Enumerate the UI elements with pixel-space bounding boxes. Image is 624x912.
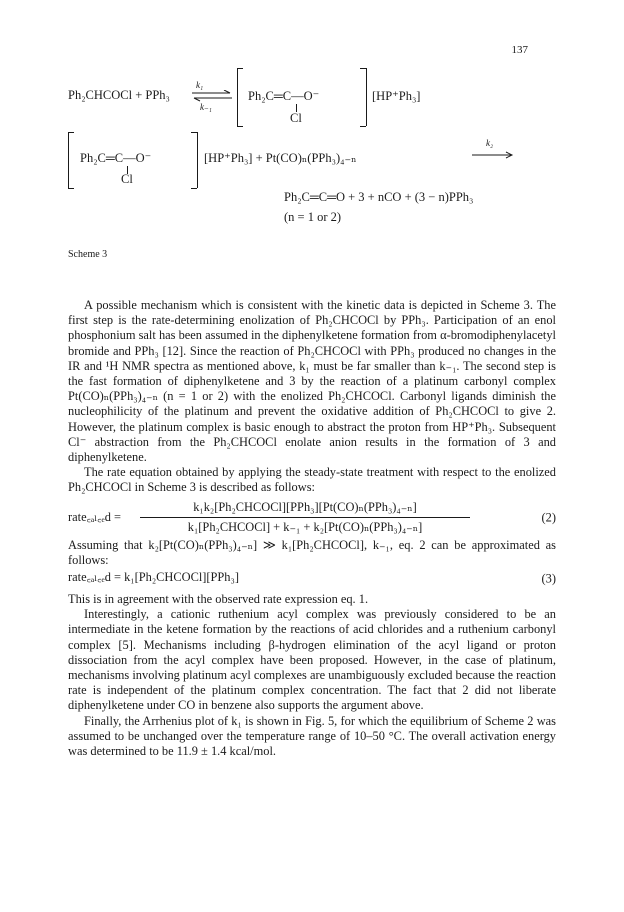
phosphonium-cation: [HP⁺Ph₃] (372, 89, 421, 103)
equation-2 (68, 500, 556, 536)
equation-2-lhs: rate꜀ₐₗ꜀ₑd = (68, 509, 121, 524)
equation-3-number: (3) (541, 571, 556, 586)
paragraph-rate-equation-intro: The rate equation obtained by applying the steady-state treatment with respect to the enolized Ph₂CHCOCl in Scheme 3 is described as follows: (68, 465, 556, 495)
equation-2-number: (2) (541, 510, 556, 525)
scheme-n-note: (n = 1 or 2) (284, 210, 342, 224)
phosphonium-plus-platinum: [HP⁺Ph₃] + Pt(CO)ₙ(PPh₃)₄₋ₙ (204, 151, 357, 165)
bracket-tick (191, 132, 197, 133)
rate-constant-k2: k₂ (486, 138, 494, 148)
forward-arrow-icon (470, 150, 516, 160)
equation-2-numerator: k₁k₂[Ph₂CHCOCl][PPh₃][Pt(CO)ₙ(PPh₃)₄₋ₙ] (140, 500, 470, 518)
rate-constant-k1: k₁ (196, 80, 204, 90)
equation-2-fraction (140, 500, 470, 535)
equation-3-expression: rate꜀ₐₗ꜀ₑd = k₁[Ph₂CHCOCl][PPh₃] (68, 570, 239, 585)
rate-constant-k-minus1: k₋₁ (200, 102, 212, 112)
bracket-tick (360, 68, 366, 69)
paragraph-arrhenius: Finally, the Arrhenius plot of k₁ is shown in Fig. 5, for which the equilibrium of Scheme 2 was assumed to be unchanged over the temperature range of 10–50 °C. The overall activation energy was determined to be 11.9 ± 1.4 kcal/mol. (68, 713, 556, 759)
chlorine-label: Cl (121, 172, 133, 186)
chlorine-label: Cl (290, 111, 302, 125)
enolate-anion: Ph₂C═C—O⁻ (80, 151, 152, 165)
equation-2-denominator: k₁[Ph₂CHCOCl] + k₋₁ + k₂[Pt(CO)ₙ(PPh₃)₄₋ₙ] (187, 519, 423, 534)
bracket-tick (360, 126, 366, 127)
bracket-tick (237, 68, 243, 69)
scheme-reactants: Ph₂CHCOCl + PPh₃ (68, 88, 170, 102)
scheme-products: Ph₂C═C═O + 3 + nCO + (3 − n)PPh₃ (284, 190, 474, 204)
enolate-anion: Ph₂C═C—O⁻ (248, 89, 320, 103)
paragraph-ruthenium: Interestingly, a cationic ruthenium acyl complex was previously considered to be an intermediate in the ketene formation by the reactions of acid chlorides and a ruthenium carbonyl complex [5]. Mechanisms including β-hydrogen elimination of the acyl ligand or proton dissociation from the acyl complex have been proposed. However, in the case of platinum, mechanisms involving platinum acyl complexes are unambiguously excluded because the reaction rate is independent of the platinum complex concentration. The fact that 2 did not liberate diphenylketene under CO in benzene also supports the argument above. (68, 607, 556, 713)
bracket-tick (68, 132, 74, 133)
bracket-tick (68, 188, 74, 189)
paragraph-agreement: This is in agreement with the observed rate expression eq. 1. (68, 592, 369, 607)
scheme-caption: Scheme 3 (68, 249, 108, 260)
bracket-tick (191, 188, 197, 189)
reaction-scheme (0, 0, 624, 280)
paragraph-mechanism: A possible mechanism which is consistent with the kinetic data is depicted in Scheme 3. The first step is the rate-determining enolization of Ph₂CHCOCl by PPh₃. Participation of an enol phosphonium salt has been assumed in the diphenylketene formation from α-bromodiphenylacetyl bromide and PPh₃ [12]. Since the reaction of Ph₂CHCOCl with PPh₃ produced no changes in the IR and ¹H NMR spectra as mentioned above, k₁ must be far smaller than k₋₁. The second step is the fast formation of diphenylketene and 3 by the reaction of a platinum carbonyl complex Pt(CO)ₙ(PPh₃)₄₋ₙ (n = 1 or 2) with the enolized Ph₂CHCOCl. Carbonyl ligands diminish the nucleophilicity of the platinum and prevent the oxidative addition of Ph₂CHCOCl to give 2. However, the platinum complex is basic enough to abstract the proton from HP⁺Ph₃. Subsequent Cl⁻ abstraction from the Ph₂CHCOCl enolate anion results in the formation of 3 and diphenylketene. (68, 298, 556, 465)
article-body (68, 298, 556, 759)
equation-3 (68, 570, 556, 588)
equilibrium-arrow-icon (190, 90, 234, 102)
paragraph-approximation: Assuming that k₂[Pt(CO)ₙ(PPh₃)₄₋ₙ] ≫ k₁[Ph₂CHCOCl], k₋₁, eq. 2 can be approximated as follows: (68, 537, 556, 567)
page-number: 137 (511, 44, 528, 56)
bracket-tick (237, 126, 243, 127)
